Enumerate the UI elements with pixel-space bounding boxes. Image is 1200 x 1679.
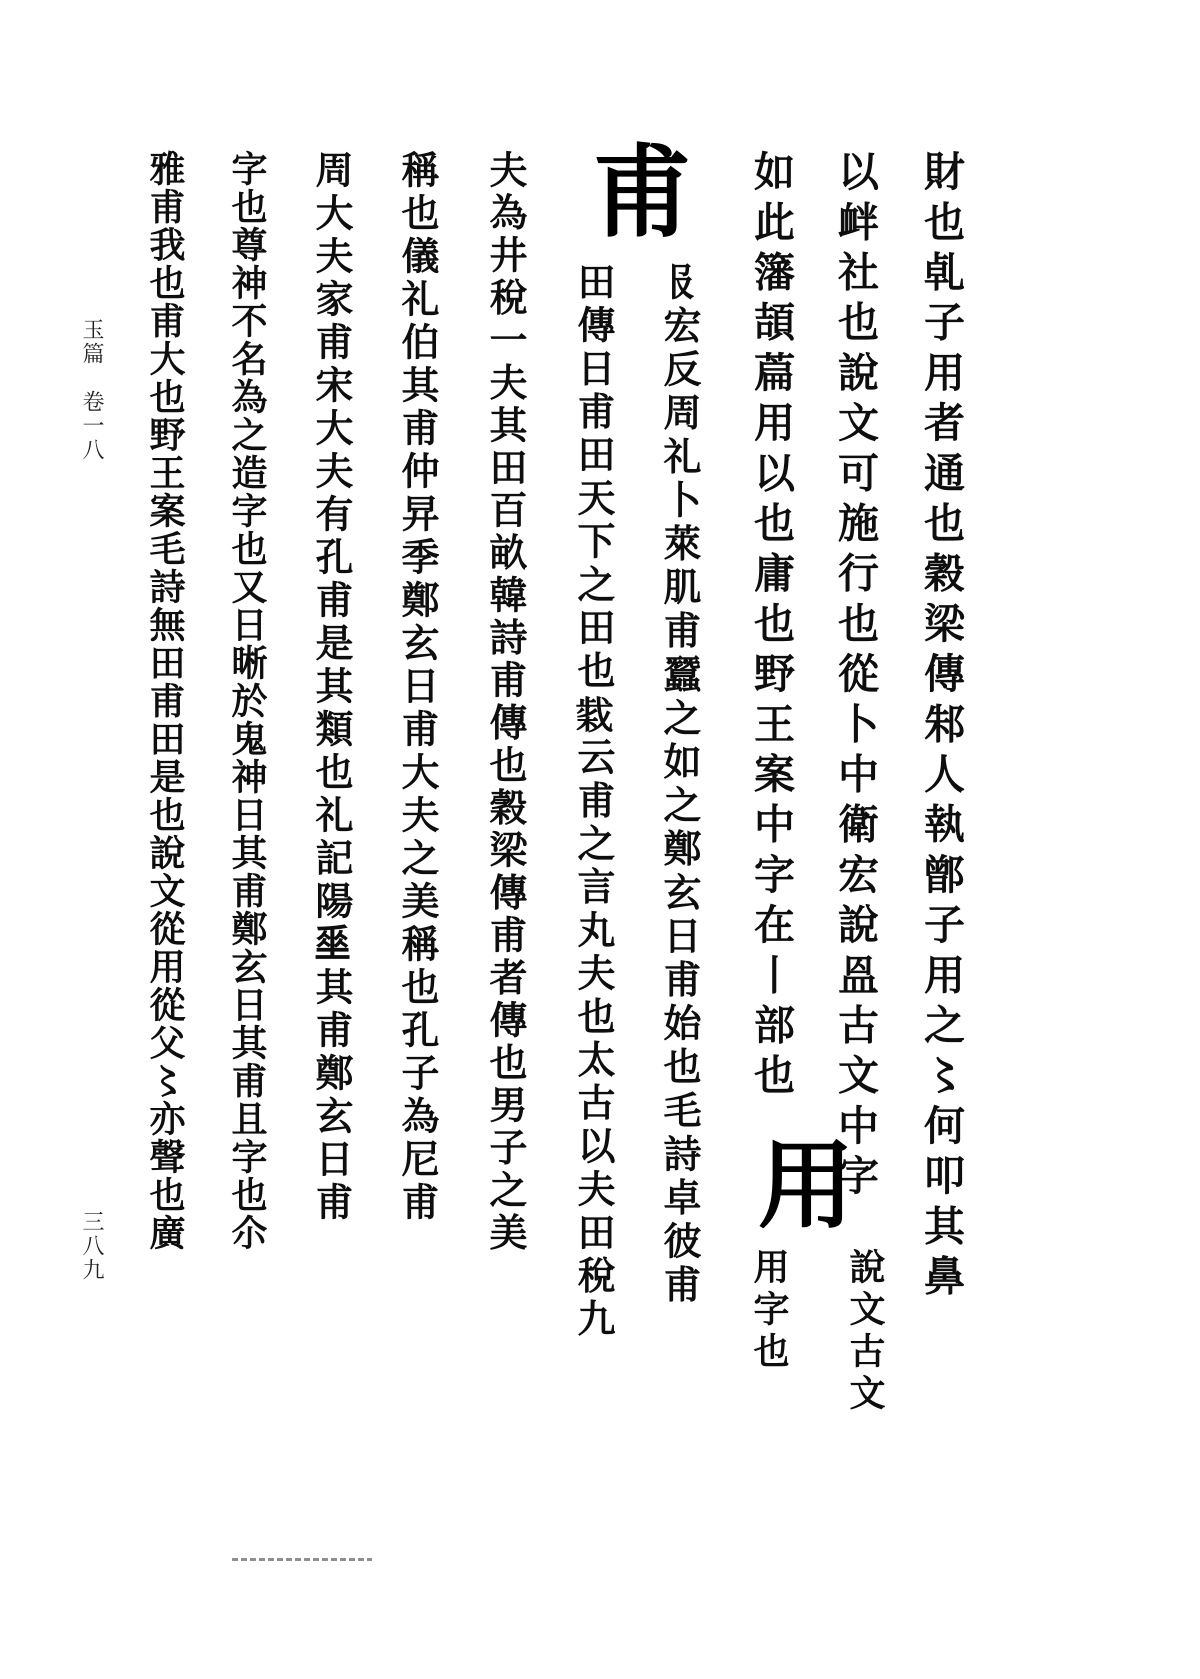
text-column-7: 稱也儀礼伯其甫仲㫒季鄭玄日甫大夫之美稱也孔子為尼甫 (395, 150, 440, 1225)
head-character-fu: 甫 (592, 133, 692, 251)
head-note-yong: 說文古文 (844, 1248, 886, 1416)
text-column-10: 雅甫我也甫大也野王案毛詩無田甫田是也說文從用從父〻亦聲也廣 (144, 150, 186, 1252)
text-column-2: 以衅社也說文可施行也從卜中衛宏說𥁕古文中字 (831, 150, 879, 1205)
page-number: 三八九 (79, 1210, 104, 1282)
scan-artifact (232, 1558, 372, 1561)
text-column-1: 財也𠃵子用者通也穀梁傳邾人執鄫子用之〻何叩其鼻 (917, 150, 965, 1305)
text-column-5: 田傳日甫田天下之田也𢧹云甫之言丸夫也太古以夫田稅九 (571, 262, 616, 1342)
running-title: 玉篇 卷一八 (79, 318, 104, 462)
text-column-3: 如此籓頡萹用以也庸也野王案中字在丨部也 (747, 150, 795, 1104)
text-column-9: 字也尊神不名為之造字也又日晰於鬼神日其甫鄭玄日其甫且字也尒 (226, 150, 268, 1252)
text-column-4: 𠬝宏反周礼卜萊肌甫蠶之如之鄭玄日甫始也毛詩卓彼甫 (657, 262, 702, 1309)
text-column-8: 周大夫家甫宋大夫有孔甫是其類也礼記陽𡍮其甫鄭玄日甫 (309, 150, 354, 1225)
head-character-yong: 用 (758, 1129, 854, 1242)
text-column-6: 夫為井稅一夫其田百畝韓詩甫傳也穀梁傳甫者傳也男子之美 (483, 150, 528, 1255)
head-note-yong-2: 用字也 (748, 1248, 790, 1374)
